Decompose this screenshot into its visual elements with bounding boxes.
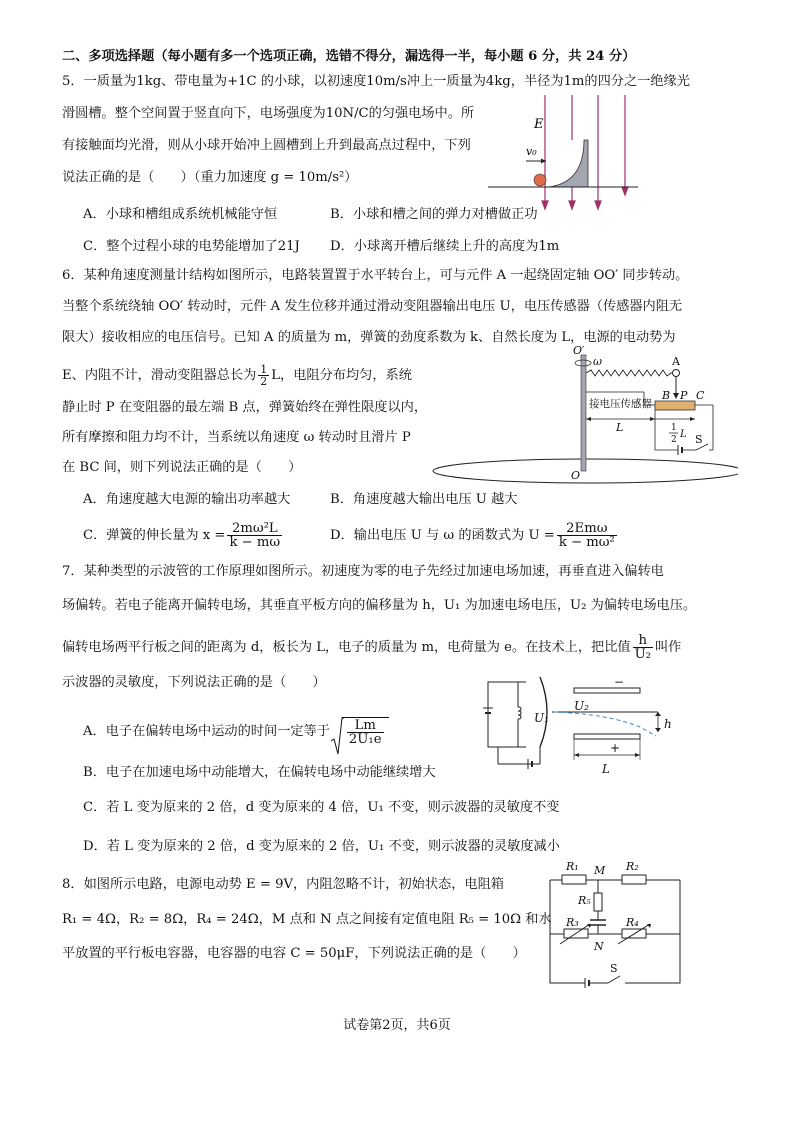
q6-fig-label-omega: ω xyxy=(593,355,602,368)
q5-line-1: 5．一质量为1kg、带电量为+1C 的小球，以初速度10m/s冲上一质量为4kg，半径为1m的四分之一绝缘光 xyxy=(62,74,690,89)
q5-figure xyxy=(488,95,638,213)
q6-fig-label-half-num: 1 xyxy=(671,423,677,433)
q7-option-a-fraction xyxy=(347,719,384,746)
q6-option-c-text: C．弹簧的伸长量为 x = xyxy=(83,528,226,543)
q8-fig-label-r2: R₂ xyxy=(626,860,639,873)
q6-line-4 xyxy=(62,364,412,387)
q6-option-d-num: 2Emω xyxy=(557,522,617,536)
q6-fig-label-p: P xyxy=(680,389,688,402)
q6-line-4-tail: L，电阻分布均匀，系统 xyxy=(271,368,412,383)
q7-ratio-fraction xyxy=(633,634,653,661)
q7-option-a-den: 2U₁e xyxy=(348,732,382,747)
q7-line-3-text: 偏转电场两平行板之间的距离为 d，板长为 L，电子的质量为 m，电荷量为 e。在技术上，把比值 xyxy=(62,640,631,655)
q7-option-a xyxy=(83,717,389,746)
q6-option-d-den: k − mω² xyxy=(558,535,615,550)
q8-line-2: R₁ = 4Ω，R₂ = 8Ω，R₄ = 24Ω，M 点和 N 点之间接有定值电阻 R₅ = 10Ω 和水 xyxy=(62,912,552,927)
q6-line-5: 静止时 P 在变阻器的最左端 B 点，弹簧始终在弹性限度以内， xyxy=(62,400,428,415)
q5-option-d: D．小球离开槽后继续上升的高度为1m xyxy=(330,239,560,254)
q7-option-d: D．若 L 变为原来的 2 倍，d 变为原来的 2 倍，U₁ 不变，则示波器的灵敏度减小 xyxy=(83,839,560,854)
q8-fig-label-r3: R₃ xyxy=(566,916,579,929)
q7-option-a-num: Lm xyxy=(347,719,384,733)
q7-option-a-sqrt xyxy=(330,717,389,746)
q6-option-d-text: D．输出电压 U 与 ω 的函数式为 U = xyxy=(330,528,555,543)
q6-fig-label-a: A xyxy=(672,355,680,368)
q8-line-3: 平放置的平行板电容器，电容器的电容 C = 50μF，下列说法正确的是（ ） xyxy=(62,946,526,961)
q5-option-c: C．整个过程小球的电势能增加了21J xyxy=(83,239,300,254)
q6-option-d xyxy=(330,522,619,549)
q5-fig-label-e: E xyxy=(534,117,544,132)
q8-fig-label-r5: R₅ xyxy=(578,894,591,907)
q6-half-den: 2 xyxy=(260,375,268,388)
q5-line-4: 说法正确的是（ ）（重力加速度 g = 10m/s²） xyxy=(62,170,358,185)
q6-fig-label-l: L xyxy=(616,421,624,434)
q7-fig-label-minus: − xyxy=(614,675,625,689)
section-header: 二、多项选择题（每小题有多一个选项正确，选错不得分，漏选得一半，每小题 6 分，共 24 分） xyxy=(62,49,636,64)
q7-line-1: 7．某种类型的示波管的工作原理如图所示。初速度为零的电子先经过加速电场加速，再垂直进入偏转电 xyxy=(62,564,664,579)
q8-fig-label-n: N xyxy=(594,940,604,953)
q7-ratio-den: U₂ xyxy=(634,647,651,662)
q5-fig-label-v0: v₀ xyxy=(526,145,537,158)
q6-option-a: A．角速度越大电源的输出功率越大 xyxy=(83,492,291,507)
q7-fig-label-l: L xyxy=(602,762,610,776)
q5-line-3: 有接触面均光滑，则从小球开始冲上圆槽到上升到最高点过程中，下列 xyxy=(62,138,471,153)
q6-fig-label-o: O xyxy=(571,469,581,482)
q7-figure xyxy=(478,672,688,778)
q6-option-c-den: k − mω xyxy=(229,535,281,550)
q7-option-c: C．若 L 变为原来的 2 倍，d 变为原来的 4 倍，U₁ 不变，则示波器的灵敏度不变 xyxy=(83,800,560,815)
q6-option-c-fraction xyxy=(227,522,282,549)
q8-fig-label-r4: R₄ xyxy=(626,916,639,929)
q6-line-6: 所有摩擦和阻力均不计，当系统以角速度 ω 转动时且滑片 P xyxy=(62,430,411,445)
q6-line-7: 在 BC 间，则下列说法正确的是（ ） xyxy=(62,460,302,475)
q8-line-1: 8．如图所示电路，电源电动势 E = 9V，内阻忽略不计，初始状态，电阻箱 xyxy=(62,877,504,892)
q6-half-num: 1 xyxy=(260,363,268,376)
q7-line-3 xyxy=(62,634,681,661)
q6-line-3: 限大）接收相应的电压信号。已知 A 的质量为 m，弹簧的劲度系数为 k、自然长度为 L，电源的电动势为 xyxy=(62,330,676,345)
q6-figure xyxy=(428,345,738,485)
q8-fig-label-m: M xyxy=(594,864,606,877)
q6-half-fraction xyxy=(258,364,269,387)
q6-fig-label-sensor: 接电压传感器 xyxy=(589,398,652,410)
q6-line-4-text: E、内阻不计，滑动变阻器总长为 xyxy=(62,368,257,383)
q7-line-2: 场偏转。若电子能离开偏转电场，其垂直平板方向的偏移量为 h，U₁ 为加速电场电压，U₂ 为偏转电场电压。 xyxy=(62,598,697,613)
q5-option-a: A．小球和槽组成系统机械能守恒 xyxy=(83,207,278,222)
q6-fig-label-s: S xyxy=(695,433,703,446)
q7-option-b: B．电子在加速电场中动能增大，在偏转电场中动能继续增大 xyxy=(83,765,436,780)
q6-fig-label-half-l: L xyxy=(680,429,687,440)
q6-line-2: 当整个系统绕轴 OO′ 转动时，元件 A 发生位移并通过滑动变阻器输出电压 U，电压传感器（传感器内阻无 xyxy=(62,299,683,314)
q6-fig-label-o-prime: O′ xyxy=(573,345,585,357)
q7-fig-label-u1: U₁ xyxy=(534,711,549,725)
q8-fig-label-r1: R₁ xyxy=(566,860,579,873)
q7-line-4: 示波器的灵敏度，下列说法正确的是（ ） xyxy=(62,675,326,690)
q6-fig-label-c: C xyxy=(696,389,705,402)
page-footer: 试卷第2页，共6页 xyxy=(343,1018,451,1033)
q6-option-d-fraction xyxy=(557,522,617,549)
q5-line-2: 滑圆槽。整个空间置于竖直向下，电场强度为10N/C的匀强电场中。所 xyxy=(62,106,475,121)
q6-fig-label-half-den: 2 xyxy=(671,435,677,445)
q7-ratio-num: h xyxy=(633,634,653,648)
q6-option-c xyxy=(83,522,284,549)
q6-fig-label-b: B xyxy=(662,389,671,402)
q7-option-a-text: A．电子在偏转电场中运动的时间一定等于 xyxy=(83,724,330,739)
q5-option-b: B．小球和槽之间的弹力对槽做正功 xyxy=(330,207,538,222)
q6-option-c-num: 2mω²L xyxy=(227,522,282,536)
q6-line-1: 6．某种角速度测量计结构如图所示，电路装置置于水平转台上，可与元件 A 一起绕固定轴 OO′ 同步转动。 xyxy=(62,268,689,283)
q7-fig-label-u2: U₂ xyxy=(574,699,589,713)
q7-line-3-tail: 叫作 xyxy=(655,640,682,655)
q8-fig-label-s: S xyxy=(610,962,618,975)
q7-fig-label-h: h xyxy=(664,717,672,731)
q6-option-b: B．角速度越大输出电压 U 越大 xyxy=(330,492,518,507)
q7-fig-label-plus: + xyxy=(610,741,621,755)
q8-figure xyxy=(540,858,690,998)
